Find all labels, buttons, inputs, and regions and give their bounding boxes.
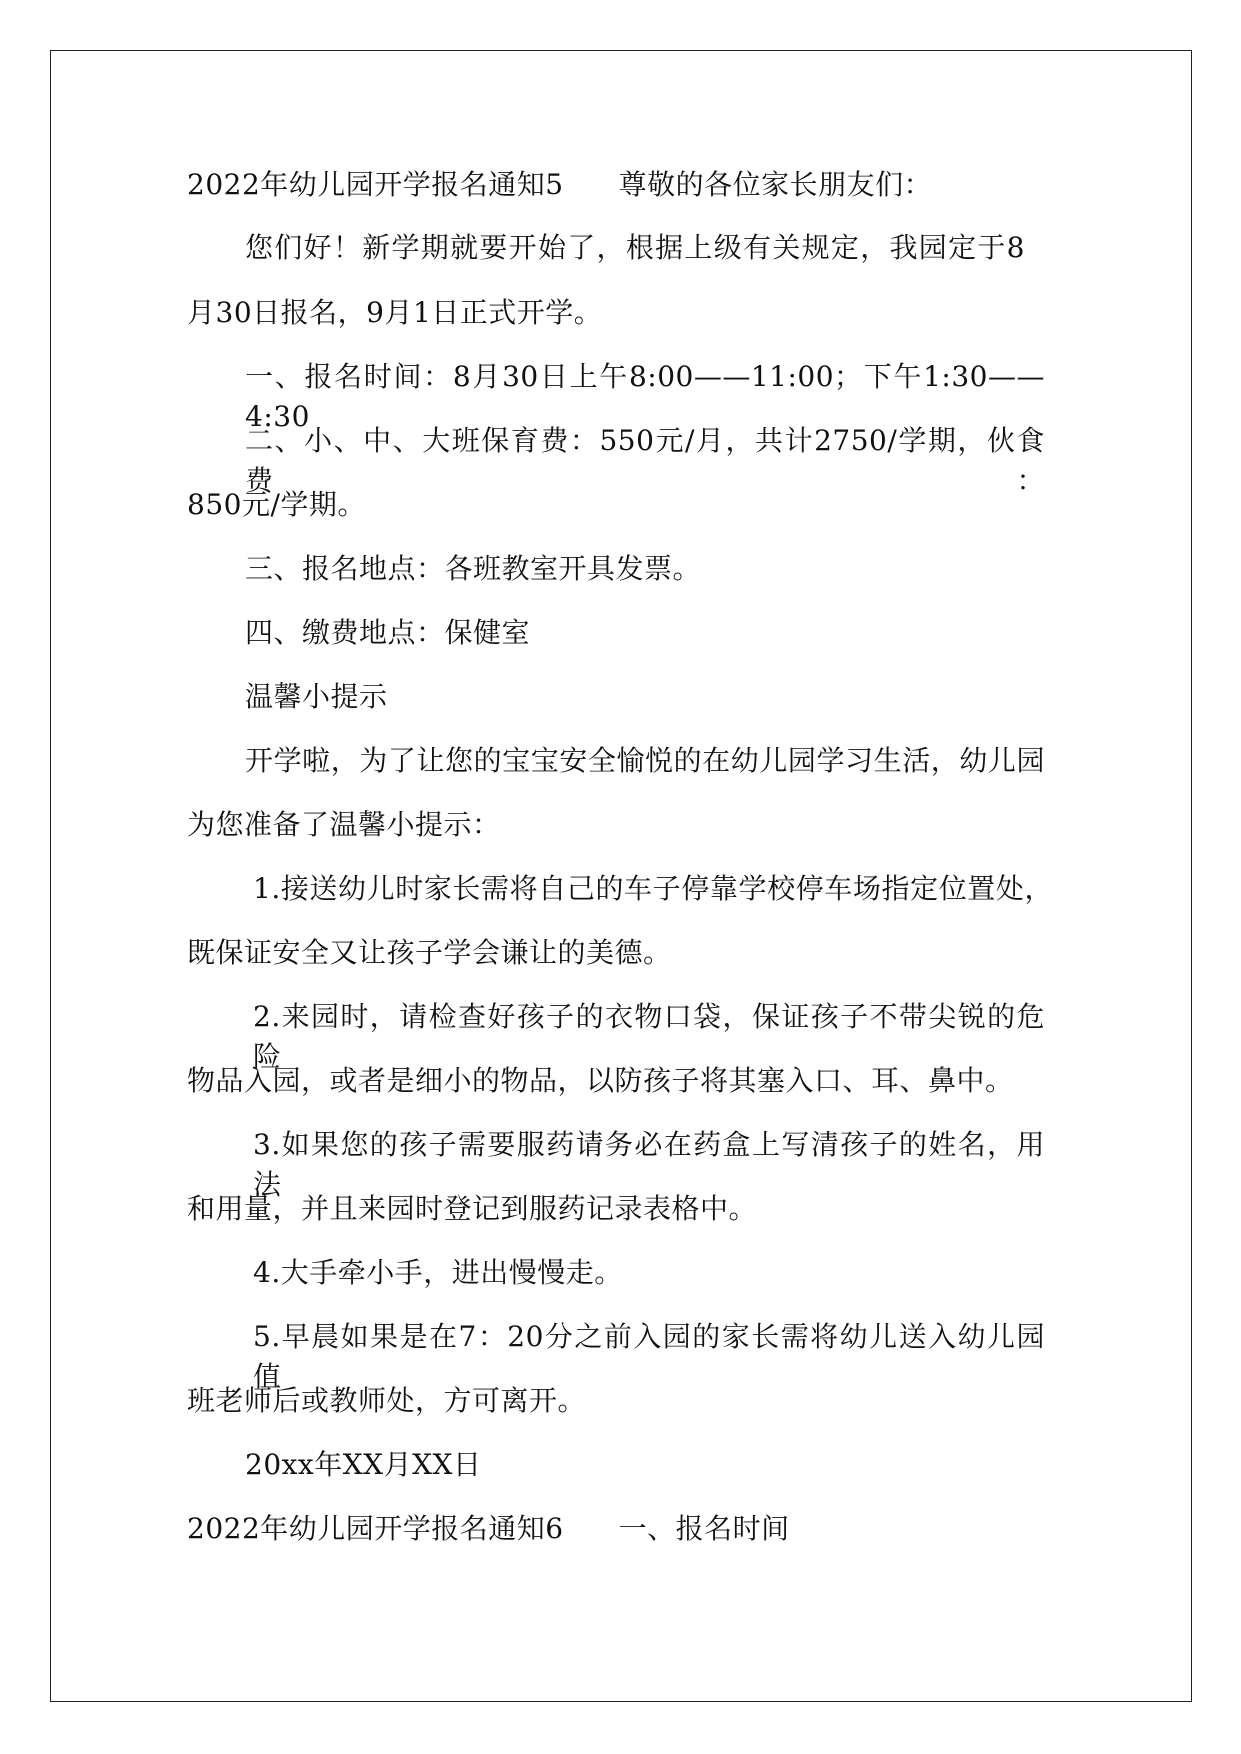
notice-6-heading-line: [187, 1509, 790, 1549]
paragraph-line: [245, 1445, 481, 1485]
notice-5-salutation: 尊敬的各位家长朋友们：: [618, 168, 933, 201]
tip-5-line-2: 班老师后或教师处，方可离开。: [187, 1384, 587, 1417]
tips-intro-line-1: 开学啦，为了让您的宝宝安全愉悦的在幼儿园学习生活，幼儿园: [245, 744, 1045, 777]
greeting-line-1: 您们好！新学期就要开始了，根据上级有关规定，我园定于8: [245, 231, 1025, 264]
fees-line-1: 二、小、中、大班保育费：550元/月，共计2750/学期，伙食费：: [245, 424, 1045, 497]
payment-location: 四、缴费地点：保健室: [245, 616, 531, 649]
registration-location: 三、报名地点：各班教室开具发票。: [245, 552, 702, 585]
paragraph-line: [187, 1189, 757, 1229]
paragraph-line: [187, 805, 501, 845]
paragraph-line: [245, 677, 388, 717]
fees-line-2: 850元/学期。: [187, 488, 366, 521]
notice-5-title: 2022年幼儿园开学报名通知5: [187, 168, 564, 201]
notice-6-first-item: 一、报名时间: [618, 1512, 790, 1545]
paragraph-line: [253, 869, 1053, 909]
tips-intro-line-2: 为您准备了温馨小提示：: [187, 808, 501, 841]
greeting-line-2: 月30日报名，9月1日正式开学。: [187, 296, 603, 329]
paragraph-line: [187, 1381, 586, 1421]
registration-time: 一、报名时间：8月30日上午8:00——11:00；下午1:30——4:30: [245, 360, 1045, 433]
notice-6-title: 2022年幼儿园开学报名通知6: [187, 1512, 564, 1545]
paragraph-line: [187, 1061, 1014, 1101]
paragraph-line: [187, 933, 672, 973]
paragraph-line: [245, 741, 1045, 781]
notice-5-heading-line: [187, 165, 932, 205]
paragraph-line: [187, 293, 602, 333]
paragraph-line: [245, 228, 1025, 268]
paragraph-line: [187, 485, 366, 525]
tip-2-line-2: 物品入园，或者是细小的物品，以防孩子将其塞入口、耳、鼻中。: [187, 1064, 1014, 1097]
tip-1-line-1: 1.接送幼儿时家长需将自己的车子停靠学校停车场指定位置处，: [253, 872, 1053, 905]
date-line: 20xx年XX月XX日: [245, 1448, 482, 1481]
paragraph-line: [245, 549, 701, 589]
paragraph-line: [253, 1253, 623, 1293]
tip-3-line-2: 和用量，并且来园时登记到服药记录表格中。: [187, 1192, 758, 1225]
tip-5-line-1: 5.早晨如果是在7：20分之前入园的家长需将幼儿送入幼儿园值: [253, 1320, 1045, 1393]
paragraph-line: [245, 613, 530, 653]
tip-3-line-1: 3.如果您的孩子需要服药请务必在药盒上写清孩子的姓名，用法: [253, 1128, 1045, 1201]
tips-heading: 温馨小提示: [245, 680, 388, 713]
tip-1-line-2: 既保证安全又让孩子学会谦让的美德。: [187, 936, 672, 969]
tip-2-line-1: 2.来园时，请检查好孩子的衣物口袋，保证孩子不带尖锐的危险: [253, 1000, 1045, 1073]
tip-4: 4.大手牵小手，进出慢慢走。: [253, 1256, 623, 1289]
